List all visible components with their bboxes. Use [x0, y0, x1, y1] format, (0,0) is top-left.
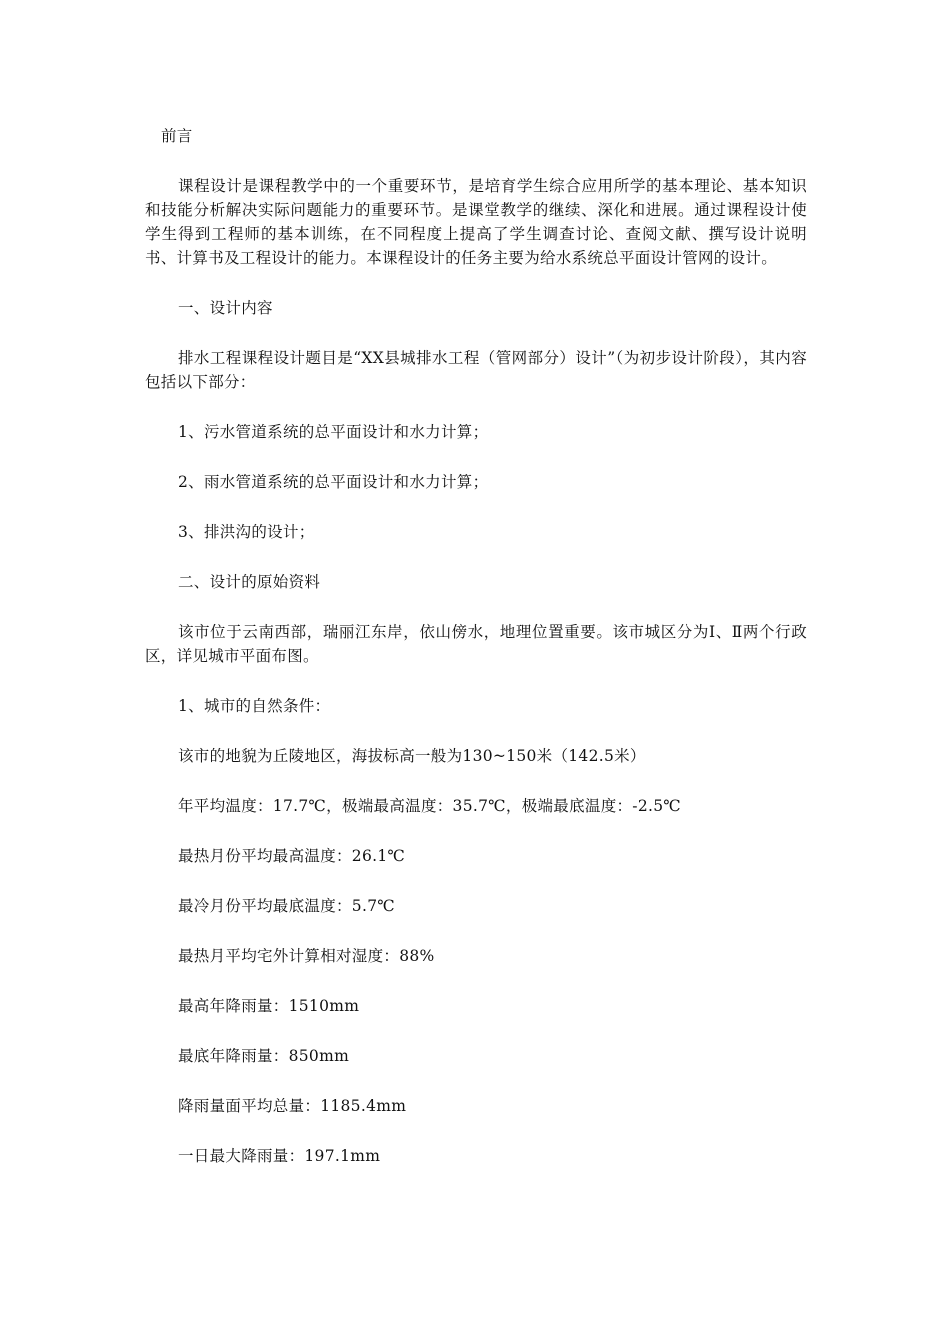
fact-line: 该市的地貌为丘陵地区，海拔标高一般为130~150米（142.5米） [178, 747, 646, 765]
fact-line: 一日最大降雨量：197.1mm [178, 1147, 381, 1165]
section-heading-original-data: 二、设计的原始资料 [178, 573, 321, 591]
subsection-heading-natural-conditions: 1、城市的自然条件： [178, 697, 331, 715]
fact-line: 最底年降雨量：850mm [178, 1047, 350, 1065]
design-topic-paragraph: 排水工程课程设计题目是“XX县城排水工程（管网部分）设计”（为初步设计阶段），其内容包括以下部分： [145, 349, 807, 391]
list-item: 3、排洪沟的设计； [178, 523, 315, 541]
document-title: 前言 [161, 127, 193, 145]
fact-line: 最热月平均宅外计算相对湿度：88% [178, 947, 435, 965]
list-item: 2、雨水管道系统的总平面设计和水力计算； [178, 473, 489, 491]
city-location-paragraph: 该市位于云南西部，瑞丽江东岸，依山傍水，地理位置重要。该市城区分为Ⅰ、Ⅱ两个行政区，详见城市平面布图。 [145, 623, 807, 665]
fact-line: 降雨量面平均总量：1185.4mm [178, 1097, 407, 1115]
fact-line: 最高年降雨量：1510mm [178, 997, 360, 1015]
document-body [145, 124, 807, 1194]
fact-line: 最冷月份平均最底温度：5.7℃ [178, 897, 395, 915]
fact-line: 年平均温度：17.7℃，极端最高温度：35.7℃，极端最底温度：-2.5℃ [178, 797, 682, 815]
list-item: 1、污水管道系统的总平面设计和水力计算； [178, 423, 489, 441]
intro-paragraph: 课程设计是课程教学中的一个重要环节，是培育学生综合应用所学的基本理论、基本知识和技能分析解决实际问题能力的重要环节。是课堂教学的继续、深化和进展。通过课程设计使学生得到工程师的基本训练，在不同程度上提高了学生调查讨论、查阅文献、撰写设计说明书、计算书及工程设计的能力。本课程设计的任务主要为给水系统总平面设计管网的设计。 [145, 177, 807, 267]
section-heading-design-content: 一、设计内容 [178, 299, 273, 317]
fact-line: 最热月份平均最高温度：26.1℃ [178, 847, 406, 865]
